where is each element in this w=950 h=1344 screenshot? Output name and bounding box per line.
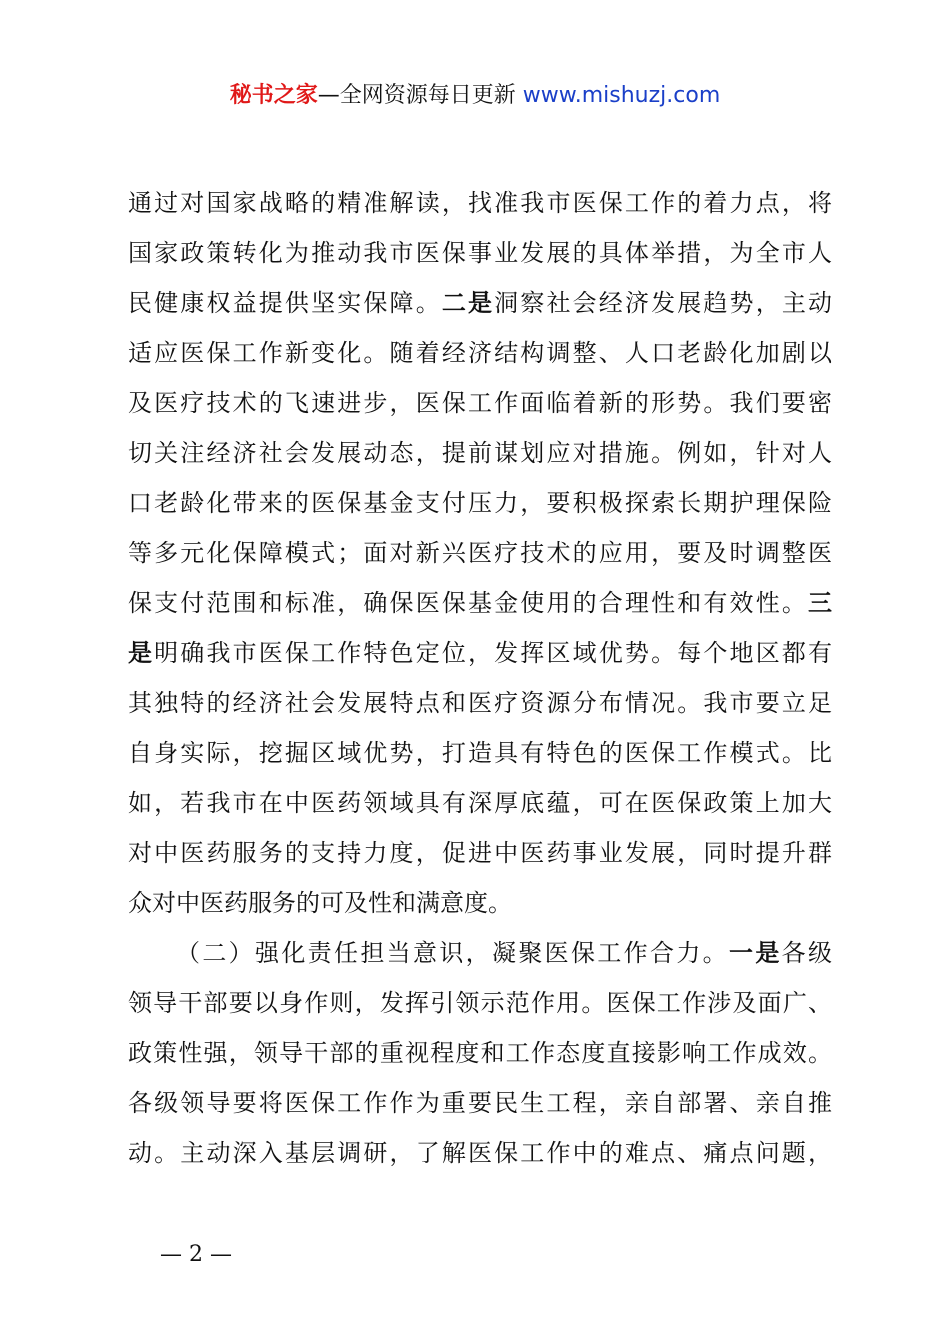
header-tagline: —全网资源每日更新	[317, 83, 516, 108]
text-line: 对中医药服务的支持力度，促进中医药事业发展，同时提升群	[128, 839, 832, 867]
emphasis-san: 三	[808, 589, 832, 617]
text-line: 其独特的经济社会发展特点和医疗资源分布情况。我市要立足	[128, 689, 832, 717]
text-line: 自身实际，挖掘区域优势，打造具有特色的医保工作模式。比	[128, 739, 832, 767]
text-line: 民健康权益提供坚实保障。二是洞察社会经济发展趋势，主动	[128, 289, 833, 317]
text-line: 及医疗技术的飞速进步，医保工作面临着新的形势。我们要密	[128, 389, 832, 417]
text-line: 通过对国家战略的精准解读，找准我市医保工作的着力点，将	[128, 189, 832, 217]
text-line: 切关注经济社会发展动态，提前谋划应对措施。例如，针对人	[128, 439, 832, 467]
emphasis-shi: 是	[128, 639, 155, 667]
emphasis-er-shi: 二是	[441, 289, 495, 317]
text-line: 众对中医药服务的可及性和满意度。	[128, 889, 512, 917]
text-line: 适应医保工作新变化。随着经济结构调整、人口老龄化加剧以	[128, 339, 832, 367]
text-line: 如，若我市在中医药领域具有深厚底蕴，可在医保政策上加大	[128, 789, 832, 817]
page-number: — 2 —	[160, 1242, 232, 1267]
brand-name: 秘书之家	[229, 83, 318, 108]
section-heading-line: （二）强化责任担当意识，凝聚医保工作合力。一是各级	[176, 939, 833, 967]
text-line: 各级领导要将医保工作作为重要民生工程，亲自部署、亲自推	[128, 1089, 832, 1117]
text-line: 是明确我市医保工作特色定位，发挥区域优势。每个地区都有	[128, 639, 833, 667]
text-line: 口老龄化带来的医保基金支付压力，要积极探索长期护理保险	[128, 489, 832, 517]
text-line: 动。主动深入基层调研，了解医保工作中的难点、痛点问题，	[128, 1139, 832, 1167]
document-body	[128, 178, 832, 1178]
text-line: 国家政策转化为推动我市医保事业发展的具体举措，为全市人	[128, 239, 832, 267]
text-line: 领导干部要以身作则，发挥引领示范作用。医保工作涉及面广、	[128, 989, 832, 1017]
text-line: 政策性强，领导干部的重视程度和工作态度直接影响工作成效。	[128, 1039, 832, 1067]
text-line: 等多元化保障模式；面对新兴医疗技术的应用，要及时调整医	[128, 539, 832, 567]
site-header	[0, 78, 950, 114]
emphasis-yi-shi: 一是	[729, 939, 782, 967]
text-line: 保支付范围和标准，确保医保基金使用的合理性和有效性。三	[128, 589, 832, 617]
site-url-link[interactable]: www.mishuzj.com	[522, 83, 721, 108]
